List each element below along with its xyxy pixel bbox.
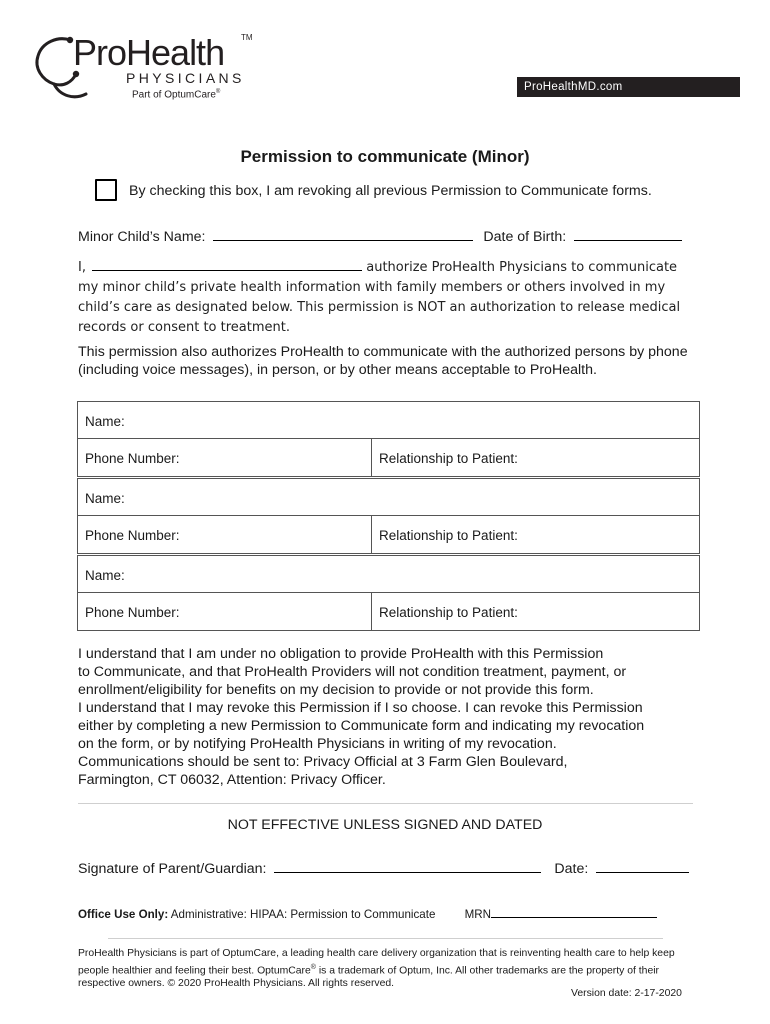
date-field[interactable] xyxy=(596,858,689,873)
authorize-line-3: child’s care as designated below. This permission is NOT an authorization to release medical xyxy=(78,300,681,315)
contact-phone-label: Phone Number: xyxy=(85,451,180,466)
cell-divider xyxy=(371,516,372,553)
understand-line: I understand that I may revoke this Permission if I so choose. I can revoke this Permission xyxy=(78,700,643,716)
contact-name-label: Name: xyxy=(85,414,125,429)
guardian-name-field[interactable] xyxy=(92,256,362,271)
minor-name-field[interactable] xyxy=(213,226,473,241)
date-label: Date: xyxy=(554,861,589,877)
version-date: Version date: 2-17-2020 xyxy=(571,988,682,999)
revoke-checkbox-label: By checking this box, I am revoking all previous Permission to Communicate forms. xyxy=(129,183,652,199)
not-effective-notice: NOT EFFECTIVE UNLESS SIGNED AND DATED xyxy=(227,817,543,833)
footer-disclaimer: ProHealth Physicians is part of OptumCare, a leading health care delivery organization that is reinventing health care to help keep people healthier and feeling their best. OptumCare® is a trademark of Optum, Inc. All other trademarks are the property of their respective owners. © 2020 ProHealth Physicians. All rights reserved. xyxy=(78,948,675,990)
also-authorizes-paragraph: This permission also authorizes ProHealth to communicate with the authorized persons by phone (including voice messages), in person, or by other means acceptable to ProHealth. xyxy=(78,344,688,378)
logo-physicians: PHYSICIANS xyxy=(126,70,245,86)
i-label: I, xyxy=(78,260,86,275)
contact-name-row[interactable] xyxy=(78,479,699,516)
authorize-line-1: authorize ProHealth Physicians to communicate xyxy=(366,260,678,275)
minor-name-label: Minor Child’s Name: xyxy=(78,229,206,245)
mrn-label: MRN xyxy=(464,908,492,921)
dob-field[interactable] xyxy=(574,226,682,241)
contact-phone-row xyxy=(78,439,699,476)
contact-block xyxy=(77,478,700,554)
cell-divider xyxy=(371,593,372,630)
logo-tagline: Part of OptumCare® xyxy=(132,89,221,101)
prohealth-logo xyxy=(30,28,270,108)
understand-line: either by completing a new Permission to Communicate form and indicating my revocation xyxy=(78,718,645,734)
contact-relationship-label: Relationship to Patient: xyxy=(379,605,518,620)
signature-label: Signature of Parent/Guardian: xyxy=(78,861,267,877)
signature-row xyxy=(78,858,689,877)
contact-block xyxy=(77,401,700,477)
contact-relationship-label: Relationship to Patient: xyxy=(379,528,518,543)
website-banner: ProHealthMD.com xyxy=(517,77,740,97)
understand-paragraph xyxy=(78,645,708,789)
understand-line: I understand that I am under no obligation to provide ProHealth with this Permission xyxy=(78,646,604,662)
signature-field[interactable] xyxy=(274,858,541,873)
contact-phone-label: Phone Number: xyxy=(85,528,180,543)
logo-wordmark: ProHealth xyxy=(73,32,225,73)
understand-line: enrollment/eligibility for benefits on my decision to provide or not provide this form. xyxy=(78,682,594,698)
understand-line: on the form, or by notifying ProHealth Physicians in writing of my revocation. xyxy=(78,736,557,752)
authorization-paragraph xyxy=(78,256,698,338)
authorize-line-2: my minor child’s private health information with family members or others involved in my xyxy=(78,280,666,295)
authorize-line-4: records or consent to treatment. xyxy=(78,320,290,335)
revoke-checkbox[interactable] xyxy=(95,179,117,201)
footer-divider xyxy=(108,938,663,939)
contact-block xyxy=(77,555,700,631)
section-divider xyxy=(78,803,693,804)
contact-phone-row xyxy=(78,593,699,630)
contact-name-label: Name: xyxy=(85,568,125,583)
office-use-text: Administrative: HIPAA: Permission to Communicate xyxy=(170,908,436,921)
dob-label: Date of Birth: xyxy=(483,229,567,245)
mrn-field[interactable] xyxy=(491,906,657,918)
understand-line: to Communicate, and that ProHealth Providers will not condition treatment, payment, or xyxy=(78,664,627,680)
office-use-row xyxy=(78,906,657,921)
minor-info-row xyxy=(78,226,682,245)
understand-line: Communications should be sent to: Privacy Official at 3 Farm Glen Boulevard, xyxy=(78,754,568,770)
office-use-label: Office Use Only: xyxy=(78,908,169,921)
form-title: Permission to communicate (Minor) xyxy=(240,147,530,166)
contact-name-row[interactable] xyxy=(78,556,699,593)
contact-name-row[interactable] xyxy=(78,402,699,439)
authorized-contacts-table xyxy=(77,401,700,632)
cell-divider xyxy=(371,439,372,476)
understand-line: Farmington, CT 06032, Attention: Privacy Officer. xyxy=(78,772,386,788)
contact-phone-row xyxy=(78,516,699,553)
logo-trademark: TM xyxy=(241,33,253,42)
contact-name-label: Name: xyxy=(85,491,125,506)
contact-relationship-label: Relationship to Patient: xyxy=(379,451,518,466)
contact-phone-label: Phone Number: xyxy=(85,605,180,620)
